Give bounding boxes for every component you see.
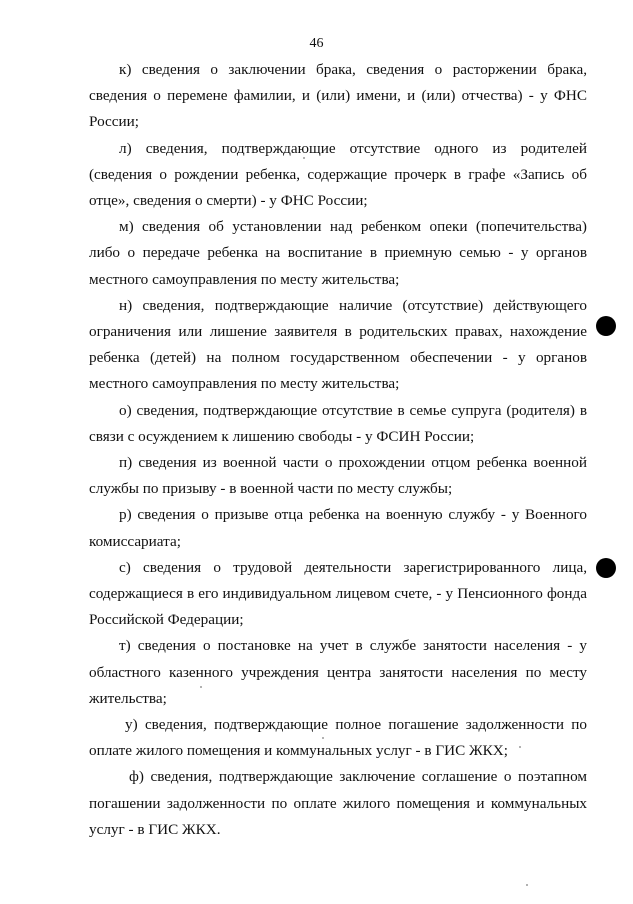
paragraph-k: к) сведения о заключении брака, сведения о расторжении брака, сведения о перемене фамилии, и (или) имени, и (или) отчества) - у ФНС России; [89,61,587,131]
document-body [89,57,587,843]
scan-speck [200,686,202,688]
page-number: 46 [309,36,324,51]
paragraph-p: п) сведения из военной части о прохождении отцом ребенка военной службы по призыву - в военной части по месту службы; [89,454,587,498]
paragraph-n: н) сведения, подтверждающие наличие (отсутствие) действующего ограничения или лишение заявителя в родительских правах, нахождение ребенка (детей) на полном государственном обеспечении - у органов местного самоуправления по месту жительства; [89,296,587,393]
paragraph-s: с) сведения о трудовой деятельности зарегистрированного лица, содержащиеся в его индивидуальном лицевом счете, - у Пенсионного фонда Российской Федерации; [89,558,587,629]
paragraph-o: о) сведения, подтверждающие отсутствие в семье супруга (родителя) в связи с осуждением к лишению свободы - у ФСИН России; [89,401,587,445]
paragraph-u: у) сведения, подтверждающие полное погашение задолженности по оплате жилого помещения и коммунальных услуг - в ГИС ЖКХ; [89,716,587,760]
paragraph-f: ф) сведения, подтверждающие заключение соглашение о поэтапном погашении задолженности по оплате жилого помещения и коммунальных услуг - в ГИС ЖКХ. [89,768,587,838]
scan-speck [322,737,324,739]
paragraph-m: м) сведения об установлении над ребенком опеки (попечительства) либо о передаче ребенка на воспитание в приемную семью - у органов местного самоуправления по месту жительства; [89,218,587,288]
paragraph-l: л) сведения, подтверждающие отсутствие одного из родителей (сведения о рождении ребенка, содержащие прочерк в графе «Запись об отце», сведения о смерти) - у ФНС России; [89,139,587,210]
paragraph-t: т) сведения о постановке на учет в службе занятости населения - у областного казенного учреждения центра занятости населения по месту жительства; [89,637,587,707]
paragraph-r: р) сведения о призыве отца ребенка на военную службу - у Военного комиссариата; [89,506,587,550]
scan-speck [526,884,528,886]
binder-hole-mark [596,316,616,336]
binder-hole-mark [596,558,616,578]
scan-speck [519,746,521,748]
scan-speck [303,157,305,159]
